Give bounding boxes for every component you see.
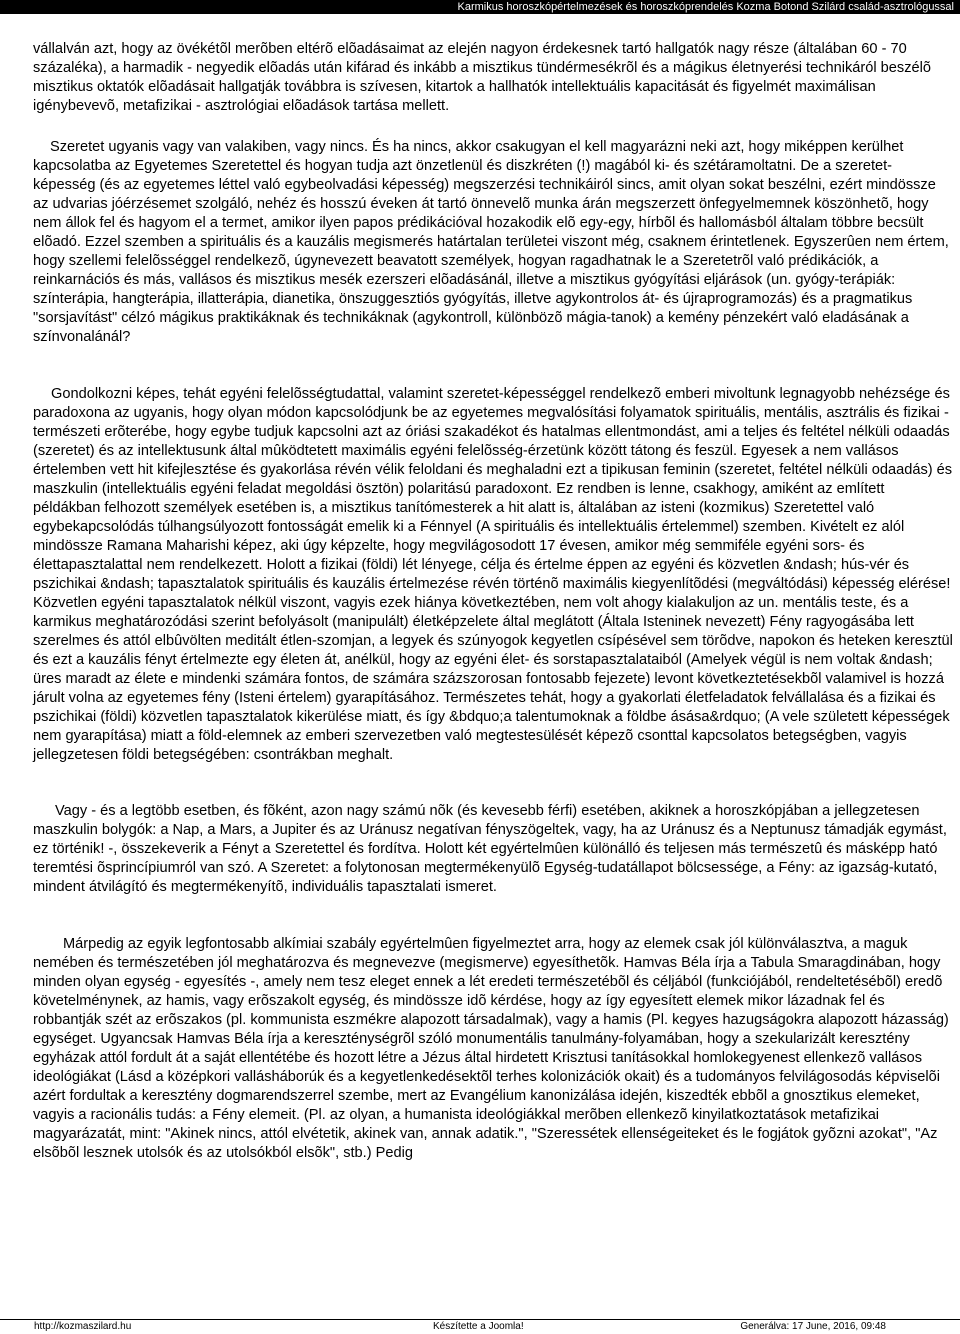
footer-made-with: Készítette a Joomla! (433, 1321, 524, 1332)
page-footer (0, 1319, 960, 1334)
paragraph-1: vállalván azt, hogy az övékétõl merõben eltérõ elõadásaimat az elején nagyon érdekesnek tartó hallgatók nagy része (általában 60 - 70 százaléka), a harmadik - negyedik elõadás után kifárad és inkább a misztikus tündérmesékrõl és a mágikus életnyerési technikáról beszélõ misztikus oktatók elõadásait hallgatják továbbra is szívesen, kitartok a hallhatók intellektuális kapacitását és figyelmét maximálisan igénybevevõ, metafizikai - asztrológiai elõadások tartása mellett. (33, 41, 931, 114)
paragraph-5: Márpedig az egyik legfontosabb alkímiai szabály egyértelmûen figyelmeztet arra, hogy az elemek csak jól különválasztva, a maguk nemében és természetében jól meghatározva és megnevezve (megismerve) egyesíthetõk. Hamvas Béla írja a Tabula Smaragdinában, hogy minden olyan egység - egyesítés -, amely nem tesz eleget ennek a lét eredeti természetébõl és céljából (funkciójából, rendeltetésébõl) eredõ követelménynek, az hamis, vagy erõszakolt egység, és mindössze idõ kérdése, hogy az így egyesített elemek mikor lázadnak fel és robbantják szét az erõszakos (pl. kommunista eszmékre alapozott társadalmak), vagy a hamis (Pl. kegyes hazugságokra alapozott házasság) egységet. Ugyancsak Hamvas Béla írja a kereszténységrõl szóló monumentális tanulmány-folyamában, hogy a szekularizált keresztény egyházak attól fordult át a saját ellentétébe és hozott létre a Jézus által hirdetett Krisztusi tanításokkal homlokegyenest ellenkezõ vallásos ideológiákat (Lásd a középkori vallásháborúk és a kegyetlenkedésektõl terhes kolonizációk okait) és a tudományos felvilágosodás képviselõi azért fordultak a keresztény dogmarendszerrel szembe, mert az Evangélium kanonizálása idején, kiszedték ebbõl a gnosztikus elemeket, vagyis a racionális tudás: a Fény elemeit. (Pl. az olyan, a humanista ideológiákkal merõben ellenkezõ kinyilatkoztatások metafizikai magyarázatát, mint: "Akinek nincs, attól elvétetik, akinek van, annak adatik.", "Szeressétek ellenségeiteket és le fogjátok gyõzni azokat", "Az elsõbõl lesznek utolsók és az utolsókból elsõk", stb.) Pedig (33, 936, 949, 1161)
paragraph-4: Vagy - és a legtöbb esetben, és fõként, azon nagy számú nõk (és kevesebb férfi) esetében, akiknek a horoszkópjában a jellegzetesen maszkulin bolygók: a Nap, a Mars, a Jupiter és az Uránusz negatívan fényszögeltek, vagy, ha az Uránusz és a Neptunusz támadják egymást, ez történik! -, összekeverik a Fényt a Szeretettel és fordítva. Holott két egyértelmûen különálló és teljesen más természetû és másképp ható teremtési õsprincípiumról van szó. A Szeretet: a folytonosan megtermékenyülõ Egység-tudatállapot bölcsessége, a Fény: az igazság-kutató, mindent átvilágító és megtermékenyítõ, individuális tapasztalati ismeret. (33, 803, 947, 895)
header-bar (0, 0, 960, 14)
footer-url-link[interactable]: http://kozmaszilard.hu (34, 1321, 132, 1332)
paragraph-2: Szeretet ugyanis vagy van valakiben, vagy nincs. És ha nincs, akkor csakugyan el kell magyarázni neki azt, hogy miképpen kerülhet kapcsolatba az Egyetemes Szeretettel és hogyan tudja azt önzetlenül és diszkréten (!) magából ki- és szétáramoltatni. De a szeretet-képesség (és az egyetemes léttel való egybeolvadási képesség) megszerzési technikáiról sincs, amit olyan sokat beszélni, ezért mindössze az udvarias jóérzésemet szolgáló, nehéz és hosszú éveken át tartó önnevelõ munka árán megszerzett önfegyelmemnek köszönhetõ, hogy nem állok fel és hagyom el a termet, amikor ilyen papos prédikációval hozakodik elõ egy-egy, hírbõl és hallomásból általam többre becsült elõadó. Ezzel szemben a spirituális és a kauzális megismerés határtalan területei viszont még, csaknem érintetlenek. Egyszerûen nem értem, hogy szellemi felelõsséggel rendelkezõ, úgynevezett beavatott személyek, hogyan ragadhatnak le a Szeretetrõl való prédikációk, a reinkarnációs és más, vallásos és misztikus mesék ezerszeri elõadásánál, illetve a misztikus gyógyítási eljárások (un. gyógy-terápiák: színterápia, hangterápia, illatterápia, dianetika, önszuggesztiós gyógyítás, illetve agykontrolos át- és újraprogramozás) és a pragmatikus "sorsjavítást" célzó mágikus praktikáknak és technikáknak (agykontroll, különbözõ mágia-tanok) a kemény pénzekért való eladásának a színvonalánál? (33, 139, 949, 345)
header-title: Karmikus horoszkópértelmezések és horoszkóprendelés Kozma Botond Szilárd család-asztrológussal (457, 1, 954, 13)
footer-generated-date: Generálva: 17 June, 2016, 09:48 (740, 1321, 886, 1332)
paragraph-3: Gondolkozni képes, tehát egyéni felelõsségtudattal, valamint szeretet-képességgel rendelkezõ emberi mivoltunk legnagyobb nehézsége és paradoxona az ugyanis, hogy olyan módon kapcsolódjunk be az egyetemes megvalósítási folyamatok spirituális, mentális, asztrális és fizikai - természeti erõterébe, hogy egybe tudjuk kapcsolni azt az óriási szakadékot és hatalmas ellentmondást, ami a teljes és feltétel nélküli odaadás (szeretet) és az intellektusunk által mûködtetett maximális egyéni felelõsség-érzetünk között tátong és feszül. Egyesek a nem vallásos értelemben vett hit kifejlesztése és gyakorlása révén vélik feloldani és meghaladni ezt a tipikusan feminin (szeretet, feltétel nélküli odaadás) és maszkulin (intellektuális egyéni feladat megoldási ösztön) polaritású paradoxont. Ez rendben is lenne, csakhogy, amiként az említett példákban felhozott személyek esetében is, a misztikus tanítómesterek a hit alatt is, általában az isteni (kozmikus) Szeretettel való egybekapcsolódás túlhangsúlyozott fontosságát emelik ki a Fénnyel (A spirituális és intellektuális értelemmel) szemben. Kivételt ez alól mindössze Ramana Maharishi képez, aki úgy képzelte, hogy megvilágosodott 17 évesen, amikor még semmiféle egyéni sors- és élettapasztalattal nem rendelkezett. Holott a fizikai (földi) lét lényege, célja és értelme éppen az egyéni és közvetlen &ndash; hús-vér és pszichikai &ndash; tapasztalatok spirituális és kauzális értelmezése révén történõ maximális kiegyenlítõdési (megváltódási) képesség elérése! Közvetlen egyéni tapasztalatok nélkül viszont, vagyis ezek hiánya következtében, nem volt ahogy kialakuljon az un. mentális teste, és a karmikus meghatározódási szerint befolyásolt (manipulált) életképzelete által meglátott (Általa Isteninek nevezett) Fény ragyogásába lett szerelmes és attól elbûvölten meditált étlen-szomjan, a legyek és szúnyogok kegyetlen csípésével sem törõdve, napokon és heteken keresztül és ezt a kauzális fényt értelmezte egy életen át, anélkül, hogy az egyéni élet- és sorstapasztalataiból (Amelyek végül is nem voltak &ndash; üres maradt az élete e mindenki számára fontos, de számára százszorosan fontosabb fejezete) levont következtetésekbõl valamivel is hozzá járult volna az egyetemes fény (Isteni értelem) gyarapításához. Természetes tehát, hogy a gyakorlati életfeladatok felvállalása és a fizikai és pszichikai (földi) közvetlen tapasztalatok kikerülése miatt, és így &bdquo;a talentumoknak a földbe ásása&rdquo; (A vele született képességek nem gyarapítása) miatt a föld-elemnek az emberi szervezetben való megtestesülését képezõ csonttal kapcsolatos betegségben, vagyis jellegzetesen földi betegségében: csontrákban meghalt. (33, 386, 953, 763)
article-body (33, 40, 953, 1163)
